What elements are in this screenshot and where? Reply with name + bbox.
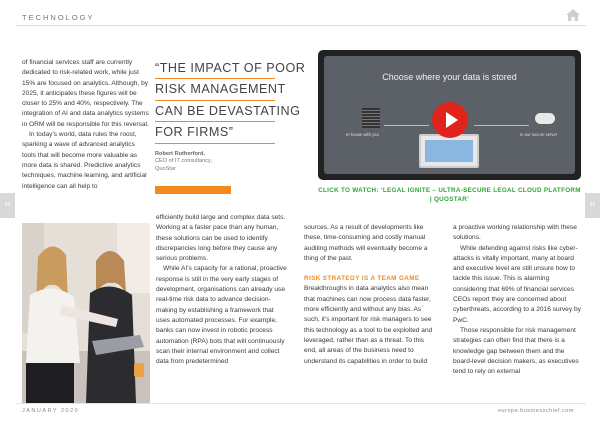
video-title: Choose where your data is stored [382,72,517,82]
page-number-left: 44 [0,193,15,218]
page-number-right: 45 [585,193,600,218]
article-paragraph: efficiently build large and complex data sets. Working at a faster pace than any human, these solutions can be used to identify discrepancies long before they cause any serious problems. [156,214,286,263]
article-paragraph: While AI’s capacity for a rational, proactive response is still in the very early stages of development, organisations can already use real-time risk data to advance decision-making by establishing a framework that uses automated processes. For example, banks can now invest in robotic process automation (RPA) bots that will continuously scan their internal environment and collect data from predetermined [156,265,287,366]
article-paragraph: Those responsible for risk management strategies can often find that there is a knowledge gap between them and the board-level decision makers, as executives tend to rely on external [453,326,579,376]
play-button[interactable] [432,102,468,138]
video-thumbnail [324,56,575,174]
video-right-label: In our secure server [520,132,558,137]
video-left-label: In-house with you [346,132,379,137]
section-label: TECHNOLOGY [22,13,95,22]
article-paragraph: a proactive working relationship with these solutions. [453,224,577,242]
quote-author: Robert Rutherford, [155,150,206,157]
article-column-1 [22,58,150,192]
monitor-screen [425,140,473,162]
cloud-icon [535,113,555,124]
header-divider [16,25,586,26]
quote-author-role: CEO of IT consultancy, [155,158,212,165]
pull-quote-line: CAN BE DEVASTATING [155,101,275,122]
monitor-icon [419,134,479,168]
article-paragraph: While defending against risks like cyber-attacks is vitally important, many at board and executive level are still unsure how to tackle this issue. This is alarming considering that 69% of financial services CEOs report they are concerned about cyberthreats, according to a 2016 survey by PwC. [453,244,581,324]
article-column-3 [304,223,435,367]
article-column-4 [453,223,584,377]
photo-illustration [22,223,150,403]
article-paragraph: In today’s world, data rules the roost, sparking a wave of advanced analytics tools that will become more valuable as more data is shared. Predictive analytics techniques, machine learning, and artificial intelligence can all help to [22,131,147,190]
server-icon [362,108,380,128]
pull-quote-line: FOR FIRMS” [155,122,275,143]
footer-divider [16,403,586,404]
issue-date: JANUARY 2020 [22,408,80,414]
decorative-bar [155,186,231,194]
home-icon[interactable] [565,8,581,22]
pull-quote [155,58,306,173]
article-paragraph: Breakthroughs in data analytics also mean that machines can now process data faster, more efficiently and without any bias. As such, it’s important for risk managers to see this technology as a tool to be exploited and leveraged, rather than as a threat. To this end, all areas of the business need to understand its capabilities in order to build [304,285,433,365]
article-paragraph: of financial services staff are currently dedicated to risk-related work, while just 15% are focused on analytics. Although, by 2025, it anticipates these figures will be closer to 25% and 40%, respectively. The integration of AI and data analytics systems in ORM will be responsible for this reversal. [22,59,149,128]
article-photo [22,223,150,403]
quote-author-company: QuoStar [155,165,176,172]
site-link[interactable]: europe.businesschief.com [498,408,574,414]
pull-quote-line: RISK MANAGEMENT [155,79,275,100]
play-icon [446,112,458,128]
video-player[interactable] [318,50,581,180]
article-subheading: RISK STRATEGY IS A TEAM GAME [304,275,420,283]
connector-line [384,125,429,126]
video-caption-link[interactable]: CLICK TO WATCH: ‘LEGAL IGNITE – ULTRA-SECURE LEGAL CLOUD PLATFORM | QUOSTAR’ [318,187,581,203]
quote-attribution [155,151,275,174]
connector-line [474,125,529,126]
article-column-2 [156,213,287,367]
article-paragraph: sources. As a result of developments like these, time-consuming and costly manual auditing methods will eventually become a thing of the past. [304,224,428,262]
pull-quote-line: “THE IMPACT OF POOR [155,58,275,79]
